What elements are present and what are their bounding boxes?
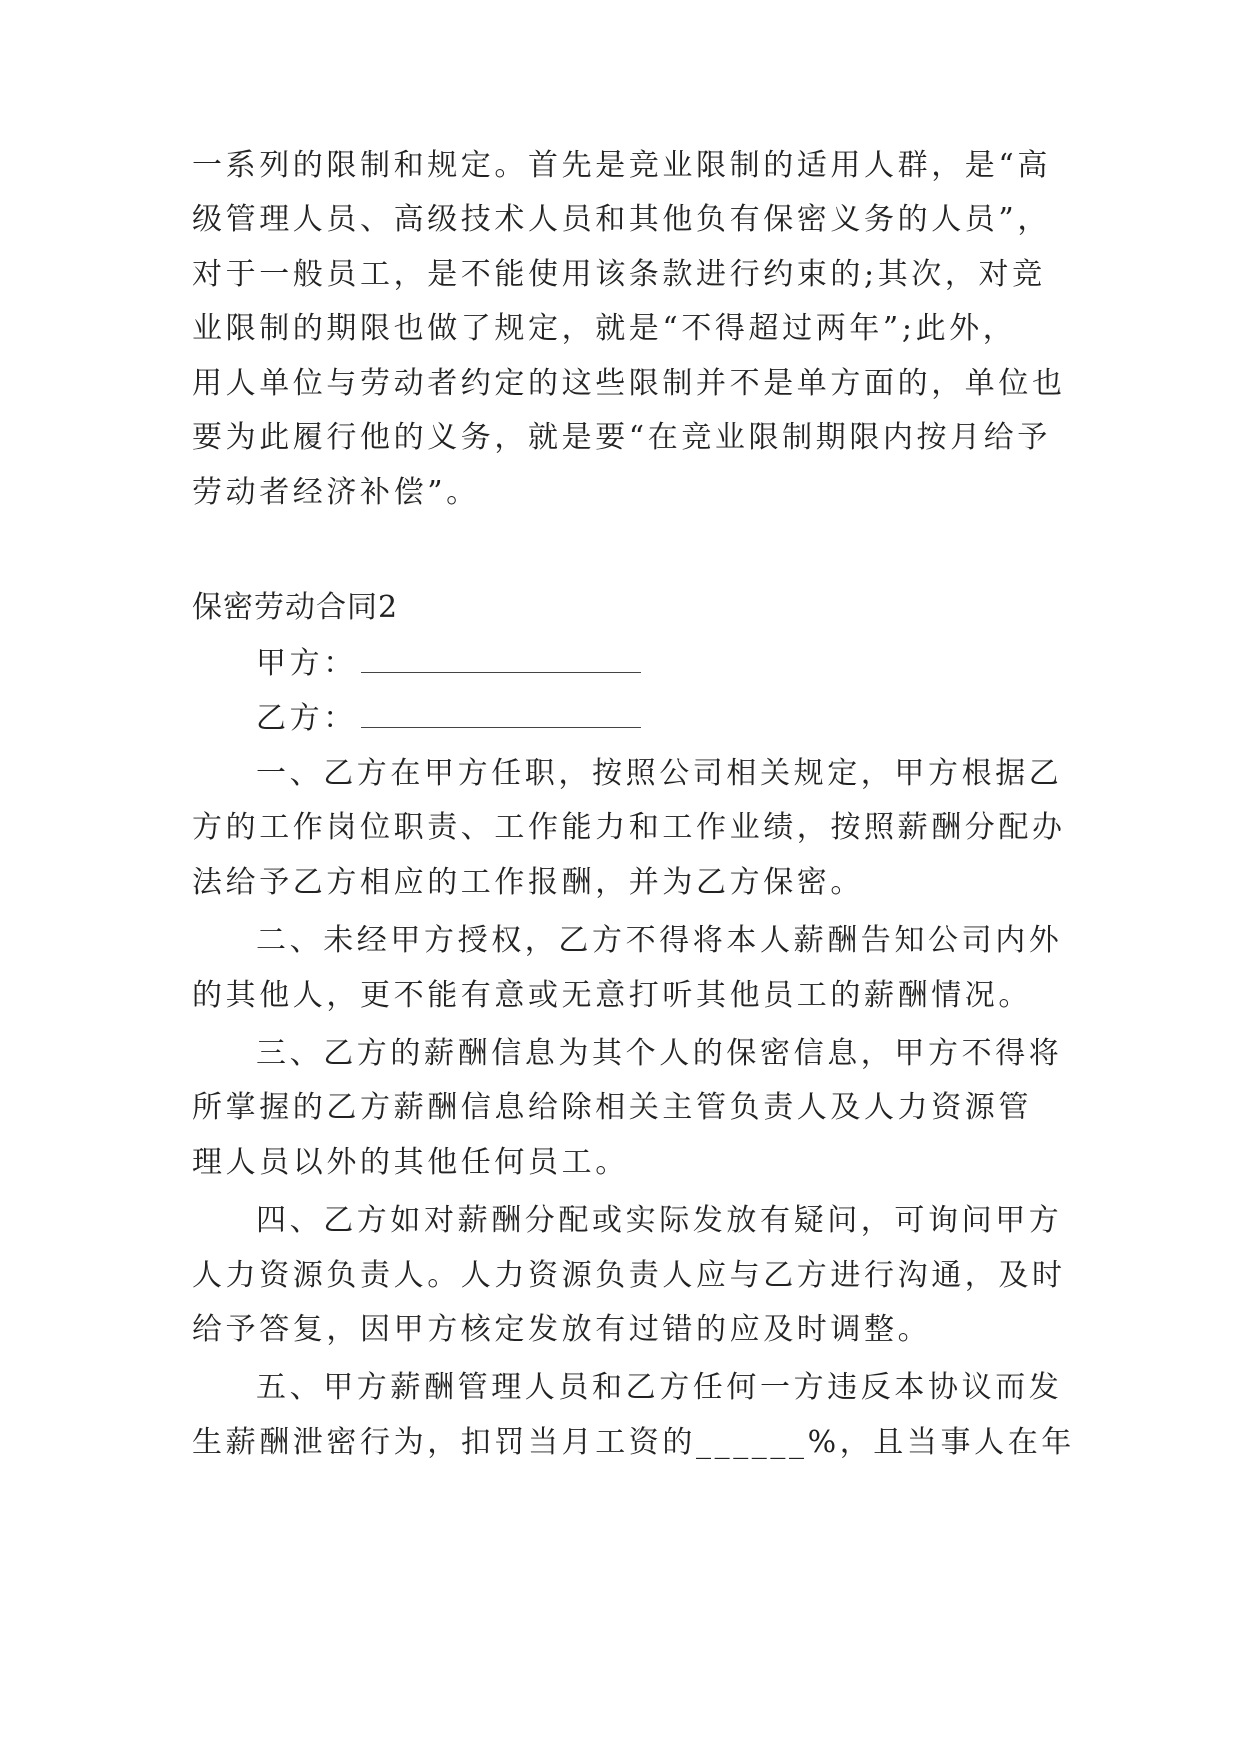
party-a-blank	[361, 646, 641, 673]
clause-line: 二、未经甲方授权，乙方不得将本人薪酬告知公司内外	[256, 923, 1063, 958]
intro-line: 一系列的限制和规定。首先是竞业限制的适用人群，是“高	[192, 148, 1051, 183]
party-b-blank	[361, 701, 641, 728]
party-b-label: 乙方：	[256, 701, 357, 736]
intro-line: 对于一般员工，是不能使用该条款进行约束的;其次，对竞	[192, 257, 1046, 292]
clause-line: 理人员以外的其他任何员工。	[192, 1145, 629, 1180]
clause-line: 生薪酬泄密行为，扣罚当月工资的______%，且当事人在年	[192, 1425, 1075, 1460]
clause-line: 所掌握的乙方薪酬信息给除相关主管负责人及人力资源管	[192, 1090, 1032, 1125]
clause-line: 一、乙方在甲方任职，按照公司相关规定，甲方根据乙	[256, 756, 1063, 791]
clause-line: 法给予乙方相应的工作报酬，并为乙方保密。	[192, 865, 864, 900]
party-a-label: 甲方：	[256, 646, 357, 681]
clause-line: 五、甲方薪酬管理人员和乙方任何一方违反本协议而发	[256, 1370, 1063, 1405]
intro-line: 要为此履行他的义务，就是要“在竞业限制期限内按月给予	[192, 420, 1051, 455]
intro-line: 用人单位与劳动者约定的这些限制并不是单方面的，单位也	[192, 366, 1066, 401]
clause-line: 的其他人，更不能有意或无意打听其他员工的薪酬情况。	[192, 978, 1032, 1013]
intro-line: 级管理人员、高级技术人员和其他负有保密义务的人员”，	[192, 202, 1051, 237]
party-a-line	[256, 644, 1116, 684]
party-b-line	[256, 699, 1116, 739]
clause-line: 人力资源负责人。人力资源负责人应与乙方进行沟通，及时	[192, 1258, 1066, 1293]
section-title: 保密劳动合同2	[192, 590, 399, 625]
intro-line: 劳动者经济补偿”。	[192, 475, 480, 510]
clause-line: 三、乙方的薪酬信息为其个人的保密信息，甲方不得将	[256, 1036, 1063, 1071]
clause-line: 给予答复，因甲方核定发放有过错的应及时调整。	[192, 1312, 932, 1347]
clause-line: 四、乙方如对薪酬分配或实际发放有疑问，可询问甲方	[256, 1203, 1063, 1238]
intro-line: 业限制的期限也做了规定，就是“不得超过两年”;此外，	[192, 311, 1017, 346]
clause-line: 方的工作岗位职责、工作能力和工作业绩，按照薪酬分配办	[192, 810, 1066, 845]
